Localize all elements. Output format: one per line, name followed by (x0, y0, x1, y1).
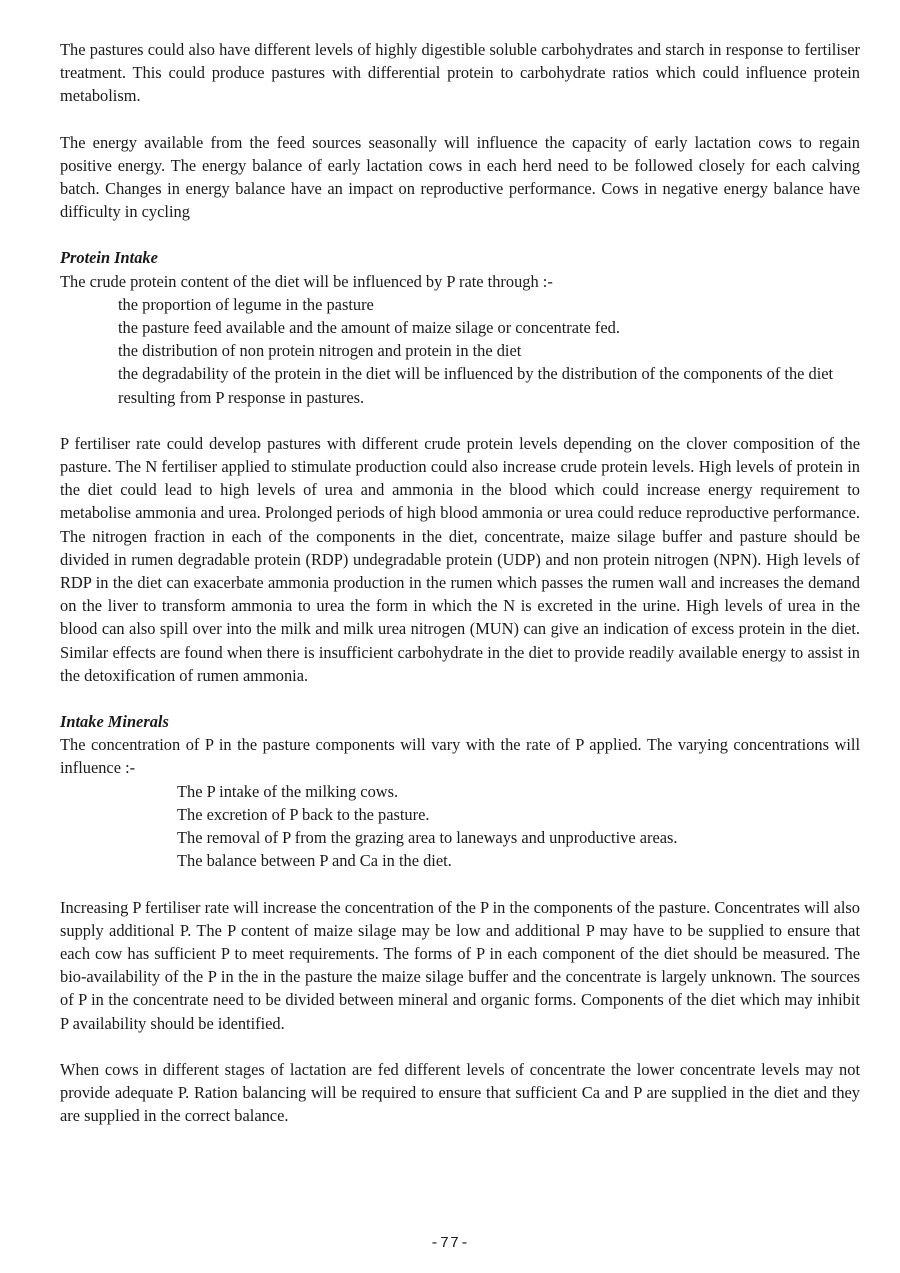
list-item: The P intake of the milking cows. (177, 781, 399, 801)
heading-intake-minerals: Intake Minerals (60, 712, 169, 732)
protein-list (60, 293, 860, 409)
heading-protein-intake: Protein Intake (60, 248, 158, 268)
paragraph-protein-body: P fertiliser rate could develop pastures with different crude protein levels depending on the clover composition of the pasture. The N fertiliser applied to stimulate production could also increase crude protein levels. High levels of protein in the diet could lead to high levels of urea and ammonia in the blood which could increase energy requirement to metabolise ammonia and urea. Prolonged periods of high blood ammonia or urea could reduce reproductive performance. The nitrogen fraction in each of the components in the diet, concentrate, maize silage buffer and pasture should be divided in rumen degradable protein (RDP) undegradable protein (UDP) and non protein nitrogen (NPN). High levels of RDP in the diet can exacerbate ammonia production in the rumen which passes the rumen wall and increases the demand on the liver to transform ammonia to urea the form in which the N is excreted in the urine. High levels of urea in the blood can also spill over into the milk and milk urea nitrogen (MUN) can give an indication of excess protein in the diet. Similar effects are found when there is insufficient carbohydrate in the diet to provide readily available energy to assist in the detoxification of rumen ammonia. (60, 433, 860, 685)
list-item: The balance between P and Ca in the diet. (177, 851, 452, 871)
list-item: The excretion of P back to the pasture. (177, 804, 430, 824)
page-number: -77- (429, 1235, 470, 1252)
protein-intro: The crude protein content of the diet will be influenced by P rate through :- (60, 271, 553, 291)
minerals-list (60, 780, 860, 873)
paragraph-ration-balancing: When cows in different stages of lactation are fed different levels of concentrate the lower concentrate levels may not provide adequate P. Ration balancing will be required to ensure that sufficient Ca and P are supplied in the diet and they are supplied in the correct balance. (60, 1059, 860, 1126)
paragraph-energy: The energy available from the feed sources seasonally will influence the capacity of early lactation cows to regain positive energy. The energy balance of early lactation cows in each herd need to be followed closely for each calving batch. Changes in energy balance have an impact on reproductive performance. Cows in negative energy balance have difficulty in cycling (60, 132, 860, 222)
list-item: the degradability of the protein in the diet will be influenced by the distribution of the components of the diet resulting from P response in pastures. (118, 364, 834, 407)
list-item: the distribution of non protein nitrogen and protein in the diet (118, 341, 522, 361)
paragraph-minerals-body: Increasing P fertiliser rate will increase the concentration of the P in the components of the pasture. Concentrates will also supply additional P. The P content of maize silage may be low and additional P may have to be supplied to ensure that each cow has sufficient P to meet requirements. The forms of P in each component of the diet should be measured. The bio-availability of the P in the in the pasture the maize silage buffer and the concentrate is largely unknown. The sources of P in the concentrate need to be divided between mineral and organic forms. Components of the diet which may inhibit P availability should be identified. (60, 897, 860, 1033)
document-page (60, 38, 860, 1127)
minerals-intro: The concentration of P in the pasture components will vary with the rate of P applied. The varying concentrations will influence :- (60, 735, 860, 778)
list-item: the proportion of legume in the pasture (118, 294, 374, 314)
list-item: the pasture feed available and the amount of maize silage or concentrate fed. (118, 318, 620, 338)
paragraph-carbohydrates: The pastures could also have different levels of highly digestible soluble carbohydrates and starch in response to fertiliser treatment. This could produce pastures with differential protein to carbohydrate ratios which could influence protein metabolism. (60, 40, 860, 106)
list-item: The removal of P from the grazing area to laneways and unproductive areas. (177, 828, 678, 848)
